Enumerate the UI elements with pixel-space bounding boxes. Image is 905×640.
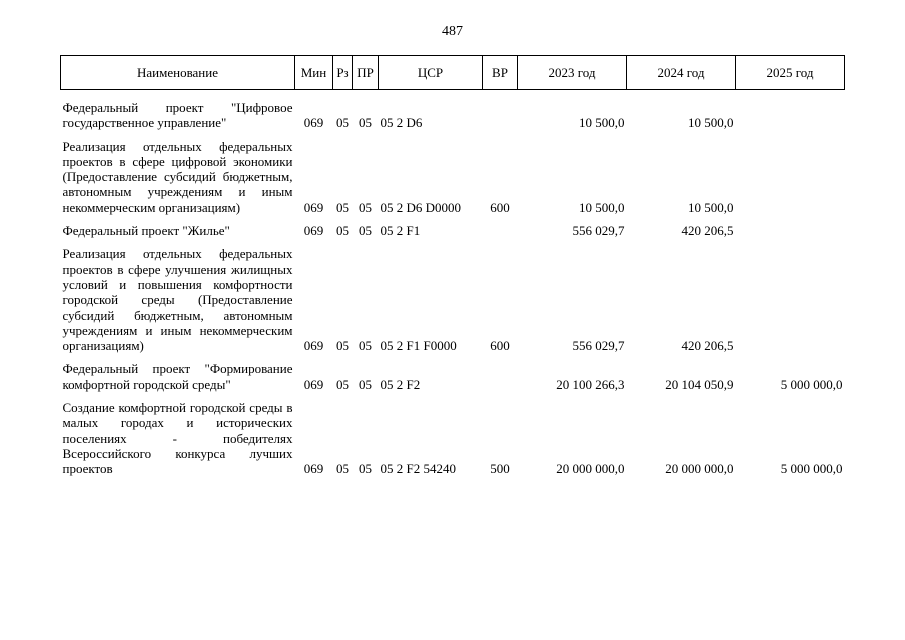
row-name: Создание комфортной городской среды в малых городах и исторических поселениях - победителях Всероссийского конкурса лучших проектов [62,400,293,477]
row-name: Федеральный проект "Жилье" [62,223,230,239]
row-2023: 20 100 266,3 [556,376,625,392]
row-name: Федеральный проект "Цифровое государственное управление" [62,100,293,131]
row-2024: 420 206,5 [681,223,734,239]
row-pr: 05 [359,338,372,354]
row-2025 [736,100,845,131]
row-vr: 600 [490,338,510,354]
row-pr: 05 [359,376,372,392]
row-name: Реализация отдельных федеральных проектов в сфере цифровой экономики (Предоставление субсидий бюджетным, автономным учреждениям и иным некоммерческим организациям) [62,138,293,215]
row-vr [483,223,518,238]
budget-table [60,55,845,477]
row-pr: 05 [359,223,372,239]
row-min: 069 [303,115,324,131]
row-2024: 420 206,5 [681,338,734,354]
row-2025 [736,139,845,215]
header-2025: 2025 год [736,56,845,90]
row-min: 069 [303,461,324,477]
row-2025: 5 000 000,0 [780,461,843,477]
row-2023: 10 500,0 [579,199,625,215]
row-vr [483,361,518,392]
row-2025 [736,246,845,353]
row-pr: 05 [359,199,372,215]
row-name: Реализация отдельных федеральных проектов в сфере улучшения жилищных условий и повышения комфортности городской среды (Предоставление субсидий бюджетным, автономным учреждениям и иным некоммерческим организациям) [62,246,293,354]
row-csr: 05 2 F1 F0000 [380,338,457,354]
header-2024: 2024 год [627,56,736,90]
header-min: Мин [295,56,333,90]
row-vr: 500 [490,461,510,477]
row-csr: 05 2 D6 D0000 [380,199,462,215]
row-vr: 600 [490,199,510,215]
row-2024: 20 104 050,9 [665,376,734,392]
row-2024: 10 500,0 [688,199,734,215]
row-name: Федеральный проект "Формирование комфортной городской среды" [62,361,293,392]
header-2023: 2023 год [518,56,627,90]
row-pr: 05 [359,115,372,131]
table-row [61,223,845,238]
row-2023: 10 500,0 [579,115,625,131]
row-2023: 20 000 000,0 [556,461,625,477]
row-2024: 10 500,0 [688,115,734,131]
header-name: Наименование [61,56,295,90]
row-min: 069 [303,199,324,215]
row-2023: 556 029,7 [572,338,625,354]
row-vr [483,100,518,131]
row-2023: 556 029,7 [572,223,625,239]
row-pr: 05 [359,461,372,477]
row-min: 069 [303,223,324,239]
table-row [61,246,845,353]
row-csr: 05 2 F2 [380,376,421,392]
row-csr: 05 2 F1 [380,223,421,239]
row-csr: 05 2 F2 54240 [380,461,456,477]
header-pr: ПР [353,56,379,90]
row-2024: 20 000 000,0 [665,461,734,477]
row-rz: 05 [336,199,349,215]
row-rz: 05 [336,461,349,477]
row-csr: 05 2 D6 [380,115,423,131]
row-rz: 05 [336,338,349,354]
table-row [61,400,845,476]
table-row [61,361,845,392]
header-rz: Рз [333,56,353,90]
row-rz: 05 [336,376,349,392]
table-row [61,139,845,215]
row-2025 [736,223,845,238]
row-rz: 05 [336,223,349,239]
table-header-row [61,56,845,90]
header-vr: ВР [483,56,518,90]
page-number: 487 [442,24,463,39]
row-min: 069 [303,376,324,392]
row-rz: 05 [336,115,349,131]
header-csr: ЦСР [379,56,483,90]
row-2025: 5 000 000,0 [780,376,843,392]
row-min: 069 [303,338,324,354]
table-row [61,100,845,131]
